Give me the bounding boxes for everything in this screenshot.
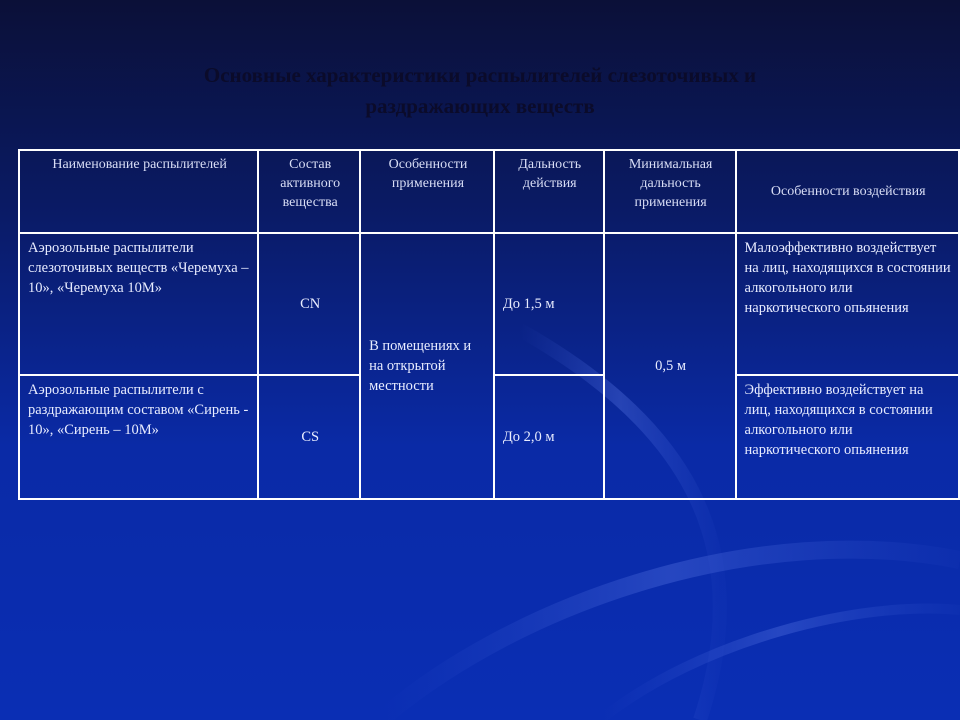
- header-effect: Особенности воздействия: [736, 150, 960, 233]
- usage-cell: В помещениях и на открытой местности: [360, 233, 494, 499]
- row-2-name: Аэрозольные распылители с раздражающим составом «Сирень - 10», «Сирень – 10М»: [19, 375, 258, 499]
- row-1-name: Аэрозольные распылители слезоточивых веществ «Черемуха – 10», «Черемуха 10М»: [19, 233, 258, 375]
- slide-title-line-2: раздражающих веществ: [365, 94, 595, 118]
- header-usage: Особенности применения: [360, 150, 494, 233]
- row-1-substance: CN: [258, 233, 360, 375]
- min-range-cell: 0,5 м: [604, 233, 736, 499]
- header-range: Дальность действия: [494, 150, 604, 233]
- slide-title: [80, 60, 880, 122]
- slide-title-line-1: Основные характеристики распылителей слезоточивых и: [203, 63, 757, 87]
- table-row: [19, 233, 959, 375]
- row-2-range: До 2,0 м: [494, 375, 604, 499]
- row-1-effect: Малоэффективно воздействует на лиц, находящихся в состоянии алкогольного или наркотического опьянения: [736, 233, 960, 375]
- row-1-range: До 1,5 м: [494, 233, 604, 375]
- row-2-substance: CS: [258, 375, 360, 499]
- header-min-range: Минимальная дальность применения: [604, 150, 736, 233]
- header-substance: Состав активного вещества: [258, 150, 360, 233]
- table-header-row: [19, 150, 959, 233]
- header-name: Наименование распылителей: [19, 150, 258, 233]
- characteristics-table: [18, 149, 960, 500]
- row-2-effect: Эффективно воздействует на лиц, находящихся в состоянии алкогольного или наркотического опьянения: [736, 375, 960, 499]
